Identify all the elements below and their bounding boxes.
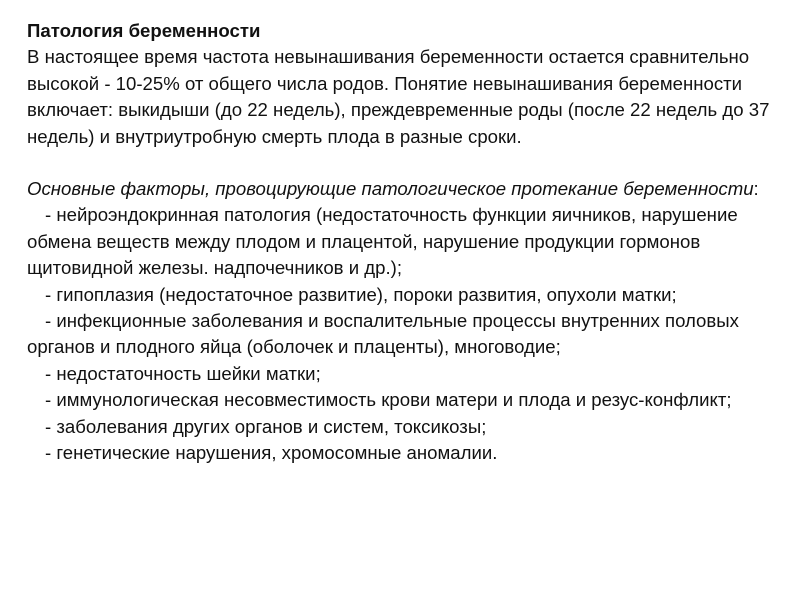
factor-item: - заболевания других органов и систем, токсикозы;: [45, 415, 487, 437]
factor-item: - иммунологическая несовместимость крови матери и плода и резус-конфликт;: [45, 389, 732, 411]
factor-item: - инфекционные заболевания и воспалительные процессы внутренних половых органов и плодного яйца (оболочек и плаценты), многоводие;: [27, 310, 739, 358]
intro-paragraph: В настоящее время частота невынашивания беременности остается сравнительно высокой - 10-25% от общего числа родов. Понятие невынашивания беременности включает: выкидыши (до 22 недель), преждевременные роды (после 22 недель до 37 недель) и внутриутробную смерть плода в разные сроки.: [27, 46, 770, 147]
factor-item: - генетические нарушения, хромосомные аномалии.: [45, 442, 498, 464]
factors-heading-text: Основные факторы, провоцирующие патологическое протекание беременности: [27, 178, 754, 200]
factors-heading-colon: :: [753, 178, 759, 200]
factors-heading: [27, 176, 780, 202]
page-title: Патология беременности: [27, 20, 261, 41]
factor-item: - нейроэндокринная патология (недостаточность функции яичников, нарушение обмена веществ между плодом и плацентой, нарушение продукции гормонов щитовидной железы. надпочечников и др.);: [27, 204, 738, 279]
factor-item: - недостаточность шейки матки;: [45, 362, 321, 384]
paragraph-spacer: [27, 150, 780, 176]
factor-item: - гипоплазия (недостаточное развитие), пороки развития, опухоли матки;: [45, 283, 677, 305]
